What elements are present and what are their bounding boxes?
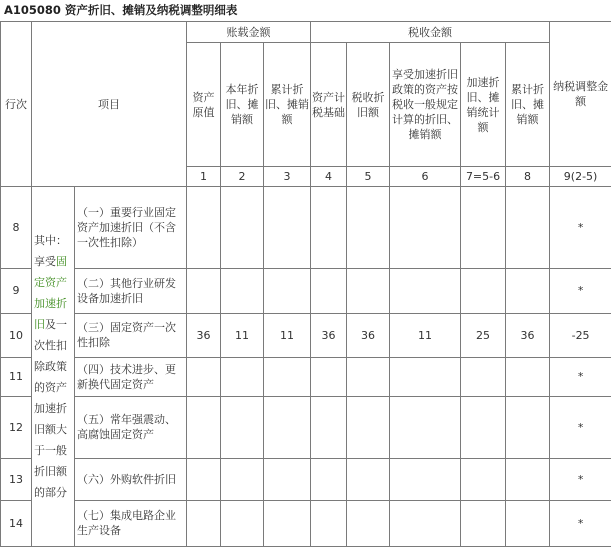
- cell-col-7: 25: [461, 313, 506, 357]
- group-label: [32, 187, 75, 547]
- col-number-4: 4: [311, 167, 347, 187]
- cell-col-2: [221, 500, 264, 546]
- cell-col-6: [390, 357, 461, 396]
- col-number-7: 7=5-6: [461, 167, 506, 187]
- cell-col-8: [506, 269, 550, 313]
- header-col-6: 享受加速折旧政策的资产按税收一般规定计算的折旧、摊销额: [390, 43, 461, 167]
- cell-col-9: *: [550, 187, 611, 269]
- table-row: [1, 500, 611, 546]
- header-col-3: 累计折旧、摊销额: [264, 43, 311, 167]
- cell-col-2: [221, 357, 264, 396]
- header-col-9: 纳税调整金额: [550, 22, 611, 167]
- cell-col-3: [264, 396, 311, 458]
- table-row: [1, 357, 611, 396]
- table-row: [1, 269, 611, 313]
- cell-col-4: [311, 500, 347, 546]
- cell-col-6: [390, 187, 461, 269]
- cell-col-1: [187, 269, 221, 313]
- row-item: （一）重要行业固定资产加速折旧（不含一次性扣除）: [75, 187, 187, 269]
- header-col-5: 税收折旧额: [347, 43, 390, 167]
- table-row: [1, 396, 611, 458]
- row-number: 13: [1, 458, 32, 500]
- header-item: 项目: [32, 22, 187, 187]
- cell-col-9: -25: [550, 313, 611, 357]
- row-number: 9: [1, 269, 32, 313]
- cell-col-4: 36: [311, 313, 347, 357]
- col-number-9: 9(2-5): [550, 167, 611, 187]
- cell-col-4: [311, 357, 347, 396]
- cell-col-4: [311, 269, 347, 313]
- header-row-no: 行次: [1, 22, 32, 187]
- cell-col-5: [347, 269, 390, 313]
- row-number: 10: [1, 313, 32, 357]
- cell-col-4: [311, 396, 347, 458]
- cell-col-6: [390, 458, 461, 500]
- cell-col-1: [187, 396, 221, 458]
- cell-col-9: *: [550, 269, 611, 313]
- header-book-amount: 账载金额: [187, 22, 311, 43]
- cell-col-6: 11: [390, 313, 461, 357]
- table-row: [1, 458, 611, 500]
- cell-col-1: [187, 458, 221, 500]
- cell-col-6: [390, 500, 461, 546]
- row-item: （七）集成电路企业生产设备: [75, 500, 187, 546]
- col-number-5: 5: [347, 167, 390, 187]
- cell-col-6: [390, 396, 461, 458]
- group-label-prefix: 其中：享受: [34, 234, 67, 269]
- row-number: 12: [1, 396, 32, 458]
- row-item: （二）其他行业研发设备加速折旧: [75, 269, 187, 313]
- cell-col-3: [264, 187, 311, 269]
- cell-col-8: [506, 458, 550, 500]
- cell-col-8: [506, 187, 550, 269]
- row-number: 8: [1, 187, 32, 269]
- col-number-1: 1: [187, 167, 221, 187]
- row-number: 11: [1, 357, 32, 396]
- cell-col-8: [506, 396, 550, 458]
- row-item: （四）技术进步、更新换代固定资产: [75, 357, 187, 396]
- cell-col-7: [461, 269, 506, 313]
- cell-col-3: [264, 458, 311, 500]
- row-number: 14: [1, 500, 32, 546]
- cell-col-5: [347, 396, 390, 458]
- row-item: （三）固定资产一次性扣除: [75, 313, 187, 357]
- col-number-6: 6: [390, 167, 461, 187]
- header-col-7: 加速折旧、摊销统计额: [461, 43, 506, 167]
- table-row: [1, 313, 611, 357]
- row-item: （六）外购软件折旧: [75, 458, 187, 500]
- cell-col-4: [311, 187, 347, 269]
- cell-col-1: [187, 187, 221, 269]
- cell-col-7: [461, 187, 506, 269]
- cell-col-1: [187, 500, 221, 546]
- cell-col-7: [461, 500, 506, 546]
- header-col-1: 资产原值: [187, 43, 221, 167]
- header-tax-amount: 税收金额: [311, 22, 550, 43]
- cell-col-7: [461, 396, 506, 458]
- cell-col-5: [347, 458, 390, 500]
- cell-col-4: [311, 458, 347, 500]
- cell-col-5: [347, 500, 390, 546]
- cell-col-8: [506, 357, 550, 396]
- cell-col-3: [264, 357, 311, 396]
- cell-col-1: [187, 357, 221, 396]
- cell-col-9: *: [550, 500, 611, 546]
- cell-col-3: 11: [264, 313, 311, 357]
- page-title: A105080 资产折旧、摊销及纳税调整明细表: [4, 3, 238, 17]
- cell-col-2: [221, 187, 264, 269]
- cell-col-2: [221, 396, 264, 458]
- row-item: （五）常年强震动、高腐蚀固定资产: [75, 396, 187, 458]
- cell-col-6: [390, 269, 461, 313]
- cell-col-9: *: [550, 458, 611, 500]
- cell-col-2: 11: [221, 313, 264, 357]
- col-number-8: 8: [506, 167, 550, 187]
- cell-col-9: *: [550, 396, 611, 458]
- group-label-highlight: 固定资产加速折旧: [34, 255, 67, 332]
- cell-col-5: 36: [347, 313, 390, 357]
- cell-col-9: *: [550, 357, 611, 396]
- cell-col-5: [347, 187, 390, 269]
- header-col-4: 资产计税基础: [311, 43, 347, 167]
- cell-col-2: [221, 269, 264, 313]
- col-number-3: 3: [264, 167, 311, 187]
- cell-col-2: [221, 458, 264, 500]
- cell-col-5: [347, 357, 390, 396]
- cell-col-8: [506, 500, 550, 546]
- header-col-8: 累计折旧、摊销额: [506, 43, 550, 167]
- table-row: [1, 187, 611, 269]
- group-label-suffix: 及一次性扣除政策的资产加速折旧额大于一般折旧额的部分: [34, 318, 67, 500]
- cell-col-3: [264, 269, 311, 313]
- cell-col-7: [461, 458, 506, 500]
- cell-col-8: 36: [506, 313, 550, 357]
- cell-col-3: [264, 500, 311, 546]
- asset-depreciation-table: [0, 21, 611, 547]
- header-col-2: 本年折旧、摊销额: [221, 43, 264, 167]
- col-number-2: 2: [221, 167, 264, 187]
- cell-col-1: 36: [187, 313, 221, 357]
- cell-col-7: [461, 357, 506, 396]
